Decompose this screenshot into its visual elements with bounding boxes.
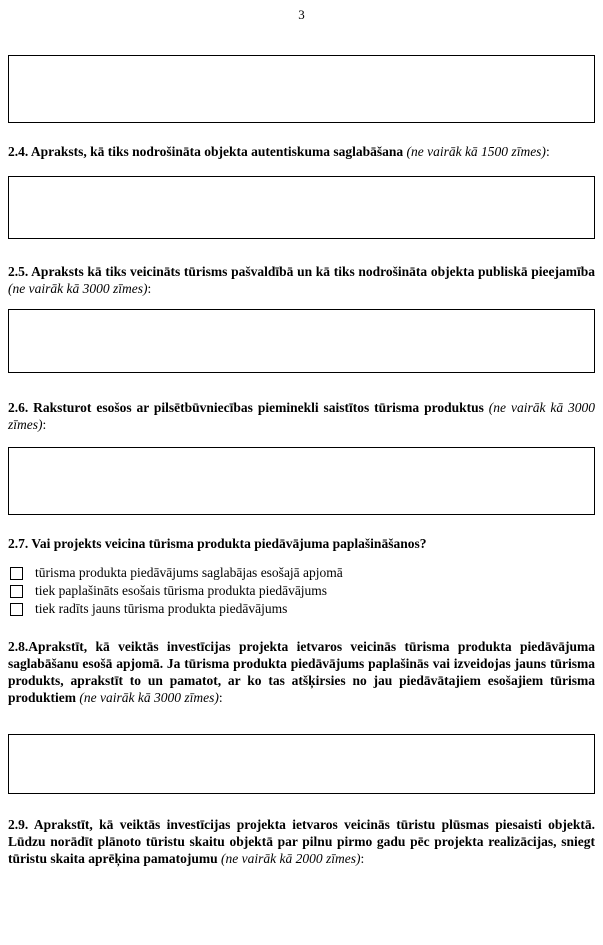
textarea-continuation[interactable]: [8, 55, 595, 123]
colon: :: [147, 281, 152, 296]
colon: :: [545, 144, 550, 159]
checkbox-row: [8, 600, 595, 618]
colon: :: [218, 690, 223, 705]
section-2-6-text: 2.6. Raksturot esošos ar pilsētbūvniecības pieminekli saistītos tūrisma produktus: [8, 400, 489, 415]
section-2-7-text: 2.7. Vai projekts veicina tūrisma produkta piedāvājuma paplašināšanos?: [8, 536, 427, 551]
page-number: 3: [298, 7, 305, 22]
checkbox-label-option-1: tūrisma produkta piedāvājums saglabājas esošajā apjomā: [35, 565, 343, 580]
section-2-4-text: 2.4. Apraksts, kā tiks nodrošināta objekta autentiskuma saglabāšana: [8, 144, 407, 159]
section-2-6-note: (ne vairāk kā 3000 zīmes): [8, 400, 596, 432]
checkbox-option-2[interactable]: [10, 585, 23, 598]
section-2-7-heading: [8, 535, 595, 552]
textarea-2-4[interactable]: [8, 176, 595, 239]
section-2-8-heading: [8, 638, 595, 706]
textarea-2-6[interactable]: [8, 447, 595, 515]
textarea-2-8[interactable]: [8, 734, 595, 794]
checkbox-option-3[interactable]: [10, 603, 23, 616]
colon: :: [360, 851, 365, 866]
section-2-4-note: (ne vairāk kā 1500 zīmes): [406, 144, 546, 159]
checkbox-option-1[interactable]: [10, 567, 23, 580]
section-2-8-text: 2.8.Aprakstīt, kā veiktās investīcijas projekta ietvaros veicinās tūrisma produkta piedāvājuma saglabāšanu esošā apjomā. Ja tūrisma produkta piedāvājums paplašinās vai izveidojas jauns tūrisma produkts, aprakstīt to un pamatot, ar ko tas atšķirsies no jau piedāvātajiem esošajiem tūrisma produktiem: [8, 639, 595, 705]
checkbox-group-2-7: [8, 564, 595, 618]
section-2-5-text: 2.5. Apraksts kā tiks veicināts tūrisms pašvaldībā un kā tiks nodrošināta objekta publiskā pieejamība: [8, 264, 595, 279]
textarea-2-5[interactable]: [8, 309, 595, 373]
section-2-6-heading: [8, 399, 595, 433]
checkbox-label-option-2: tiek paplašināts esošais tūrisma produkta piedāvājums: [35, 583, 328, 598]
checkbox-row: [8, 564, 595, 582]
checkbox-label-option-3: tiek radīts jauns tūrisma produkta piedāvājums: [35, 601, 288, 616]
section-2-9-note: (ne vairāk kā 2000 zīmes): [221, 851, 361, 866]
section-2-9-heading: [8, 816, 595, 867]
section-2-5-note: (ne vairāk kā 3000 zīmes): [8, 281, 148, 296]
section-2-8-note: (ne vairāk kā 3000 zīmes): [79, 690, 219, 705]
checkbox-row: [8, 582, 595, 600]
section-2-4-heading: [8, 143, 595, 160]
colon: :: [42, 417, 47, 432]
section-2-5-heading: [8, 263, 595, 297]
section-2-9-text: 2.9. Aprakstīt, kā veiktās investīcijas projekta ietvaros veicinās tūristu plūsmas piesaisti objektā. Lūdzu norādīt plānoto tūristu skaitu objektā par pilnu pirmo gadu pēc projekta realizācijas, sniegt tūristu skaita aprēķina pamatojumu: [8, 817, 595, 866]
